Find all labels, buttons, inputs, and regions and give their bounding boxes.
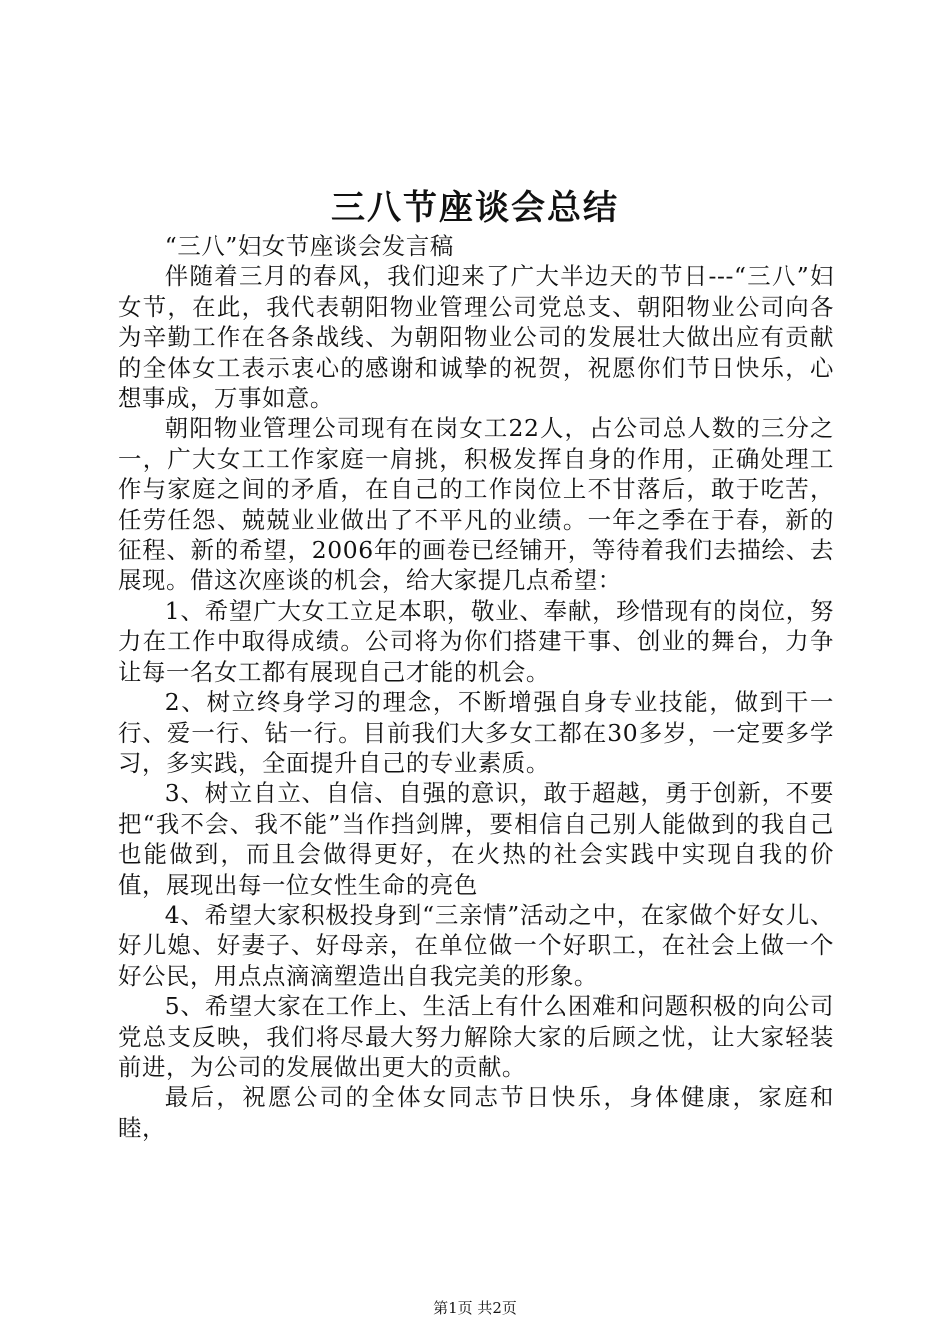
- paragraph-hope-3: 3、树立自立、自信、自强的意识，敢于超越，勇于创新，不要把“我不会、我不能”当作挡剑牌，要相信自己别人能做到的我自己也能做到，而且会做得更好，在火热的社会实践中实现自我的价值，展现出每一位女性生命的亮色: [118, 779, 834, 899]
- paragraph-closing: 最后，祝愿公司的全体女同志节日快乐，身体健康，家庭和睦，: [118, 1083, 834, 1142]
- document-title: 三八节座谈会总结: [331, 188, 619, 228]
- paragraph-opening: 伴随着三月的春风，我们迎来了广大半边天的节日---“三八”妇女节，在此，我代表朝阳物业管理公司党总支、朝阳物业公司向各为辛勤工作在各条战线、为朝阳物业公司的发展壮大做出应有贡献的全体女工表示衷心的感谢和诚挚的祝贺，祝愿你们节日快乐，心想事成，万事如意。: [118, 262, 834, 413]
- paragraph-hope-1: 1、希望广大女工立足本职，敬业、奉献，珍惜现有的岗位，努力在工作中取得成绩。公司将为你们搭建干事、创业的舞台，力争让每一名女工都有展现自己才能的机会。: [118, 596, 834, 686]
- paragraph-hope-5: 5、希望大家在工作上、生活上有什么困难和问题积极的向公司党总支反映，我们将尽最大努力解除大家的后顾之忧，让大家轻装前进，为公司的发展做出更大的贡献。: [118, 992, 834, 1081]
- paragraph-subtitle: “三八”妇女节座谈会发言稿: [164, 232, 454, 260]
- page-number-footer: 第1页 共2页: [433, 1299, 517, 1317]
- paragraph-hope-4: 4、希望大家积极投身到“三亲情”活动之中，在家做个好女儿、好儿媳、好妻子、好母亲，在单位做一个好职工，在社会上做一个好公民，用点点滴滴塑造出自我完美的形象。: [118, 900, 834, 990]
- document-body: [118, 231, 834, 1143]
- paragraph-hope-2: 2、树立终身学习的理念，不断增强自身专业技能，做到干一行、爱一行、钻一行。目前我们大多女工都在30多岁，一定要多学习，多实践，全面提升自己的专业素质。: [118, 688, 834, 777]
- paragraph-company-overview: 朝阳物业管理公司现有在岗女工22人，占公司总人数的三分之一，广大女工工作家庭一肩挑，积极发挥自身的作用，正确处理工作与家庭之间的矛盾，在自己的工作岗位上不甘落后，敢于吃苦，任劳任怨、兢兢业业做出了不平凡的业绩。一年之季在于春，新的征程、新的希望，2006年的画卷已经铺开，等待着我们去描绘、去展现。借这次座谈的机会，给大家提几点希望：: [118, 414, 834, 595]
